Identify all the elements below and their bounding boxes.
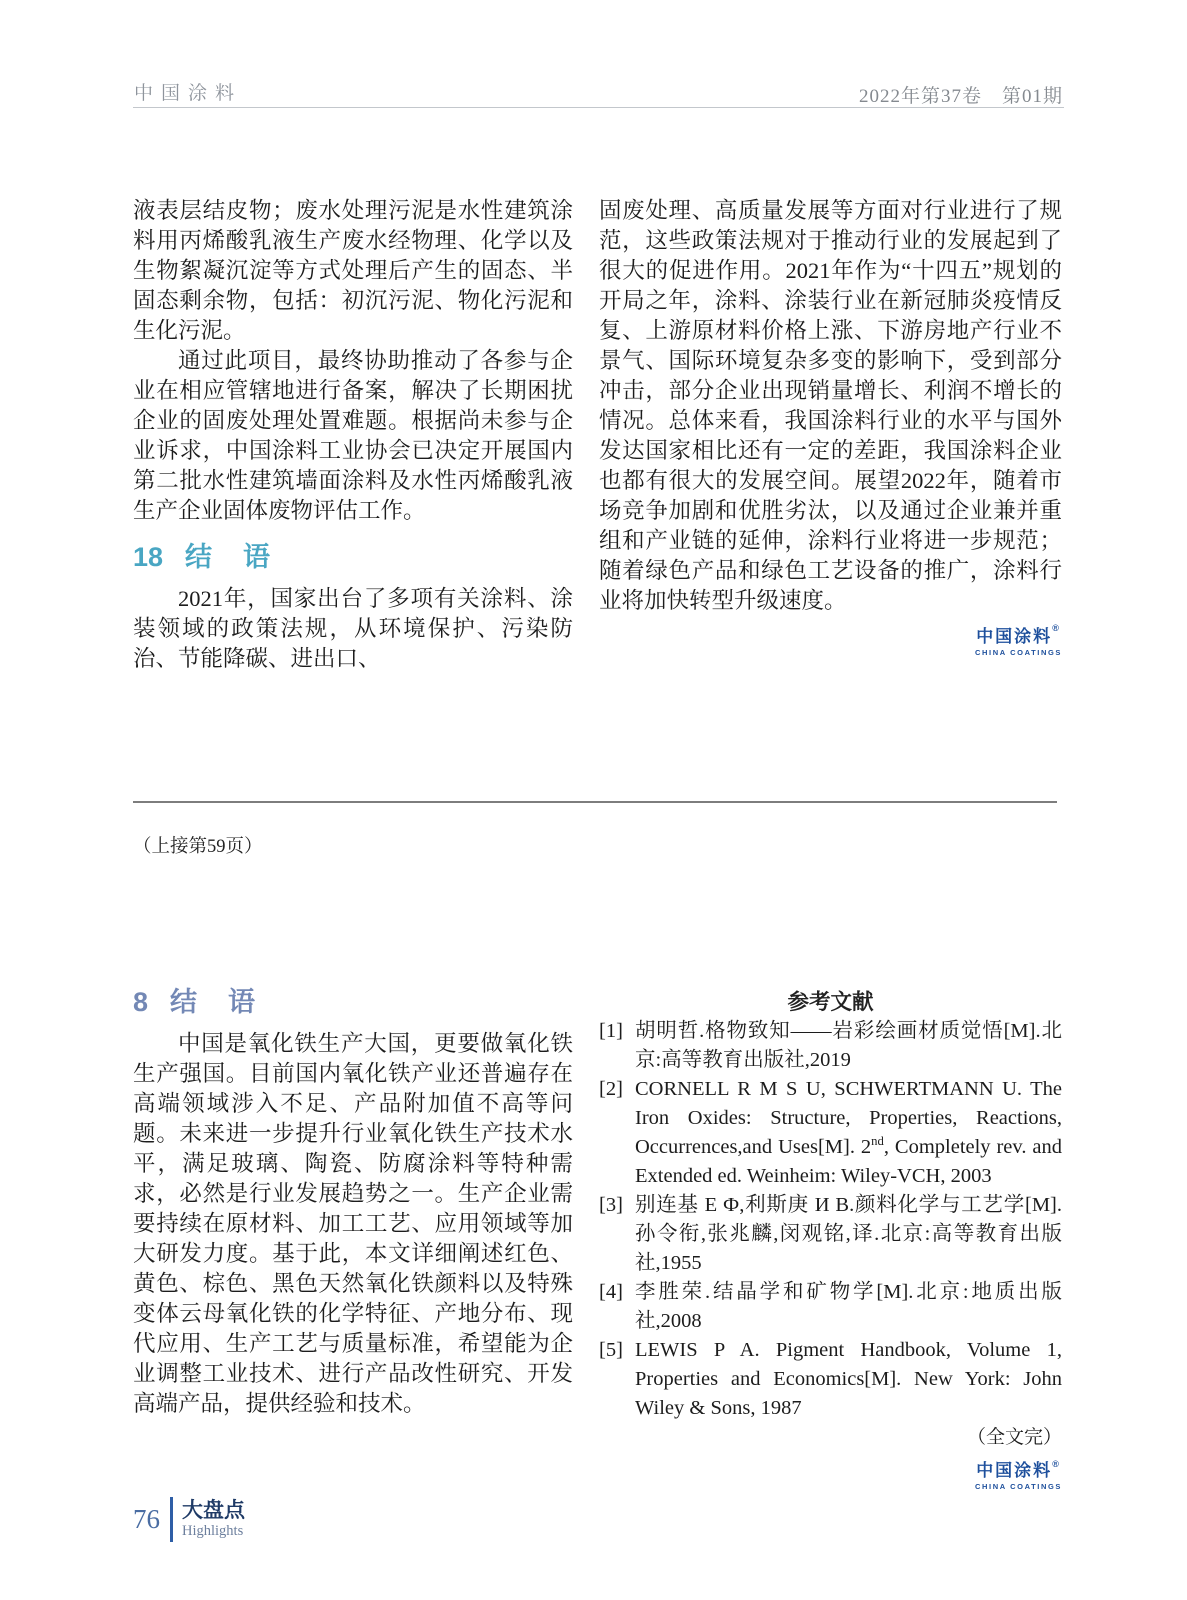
reference-text: 别连基 Е Ф,利斯庚 И В.颜料化学与工艺学[M].孙令衔,张兆麟,闵观铭,译.北京:高等教育出版社,1955: [635, 1194, 1062, 1274]
registered-mark-icon: ®: [1052, 1459, 1061, 1469]
section-heading-18: [133, 540, 573, 574]
ordinal-superscript: nd: [871, 1134, 884, 1149]
reference-item: [599, 1017, 1062, 1075]
footer-section: [182, 1499, 245, 1540]
reference-text: 胡明哲.格物致知——岩彩绘画材质觉悟[M].北京:高等教育出版社,2019: [635, 1020, 1062, 1071]
reference-number: [1]: [599, 1020, 623, 1042]
page-number: 76: [133, 1504, 160, 1534]
end-of-article-note: （全文完）: [966, 1427, 1062, 1448]
footer-accent-bar: [170, 1497, 173, 1542]
reference-number: [5]: [599, 1339, 623, 1361]
continued-from-note: （上接第59页）: [133, 837, 263, 857]
header-issue-info: 2022年第37卷 第01期: [858, 86, 1063, 107]
header-rule: [133, 107, 1064, 108]
article-divider-rule: [133, 801, 1057, 803]
reference-text: CORNELL R M S U, SCHWERTMANN U. The Iron Oxides: Structure, Properties, Reactions, Occurrences,and Uses[M]. 2nd, Completely rev. and Extended ed. Weinheim: Wiley-VCH, 2003: [635, 1078, 1062, 1187]
article2-left-column: [133, 985, 573, 1419]
reference-text: 李胜荣.结晶学和矿物学[M].北京:地质出版社,2008: [635, 1281, 1062, 1332]
section-number: 8: [133, 987, 149, 1017]
registered-mark-icon: ®: [1052, 623, 1061, 633]
logo-text-zh: 中国涂料®: [976, 1459, 1061, 1480]
references-title: 参考文献: [787, 990, 874, 1014]
footer-section-zh: 大盘点: [182, 1499, 245, 1522]
page-footer: [133, 1497, 245, 1542]
brand-logo-wrap: [599, 624, 1062, 663]
paragraph: 通过此项目，最终协助推动了各参与企业在相应管辖地进行备案，解决了长期困扰企业的固废处理处置难题。根据尚未参与企业诉求，中国涂料工业协会已决定开展国内第二批水性建筑墙面涂料及水性丙烯酸乳液生产企业固体废物评估工作。: [133, 348, 573, 523]
paragraph: 中国是氧化铁生产大国，更要做氧化铁生产强国。目前国内氧化铁产业还普遍存在高端领域涉入不足、产品附加值不高等问题。未来进一步提升行业氧化铁生产技术水平，满足玻璃、陶瓷、防腐涂料等特种需求，必然是行业发展趋势之一。生产企业需要持续在原材料、加工工艺、应用领域等加大研发力度。基于此，本文详细阐述红色、黄色、棕色、黑色天然氧化铁颜料以及特殊变体云母氧化铁的化学特征、产地分布、现代应用、生产工艺与质量标准，希望能为企业调整工业技术、进行产品改性研究、开发高端产品，提供经验和技术。: [133, 1031, 573, 1416]
section-number: 18: [133, 542, 164, 572]
article1-right-column: [599, 196, 1062, 663]
logo-text-en: CHINA COATINGS: [975, 647, 1062, 657]
section-heading-8: [133, 985, 573, 1019]
footer-section-en: Highlights: [182, 1523, 244, 1539]
reference-number: [3]: [599, 1194, 623, 1216]
paragraph: 固废处理、高质量发展等方面对行业进行了规范，这些政策法规对于推动行业的发展起到了很大的促进作用。2021年作为“十四五”规划的开局之年，涂料、涂装行业在新冠肺炎疫情反复、上游原材料价格上涨、下游房地产行业不景气、国际环境复杂多变的影响下，受到部分冲击，部分企业出现销量增长、利润不增长的情况。总体来看，我国涂料行业的水平与国外发达国家相比还有一定的差距，我国涂料企业也都有很大的发展空间。展望2022年，随着市场竞争加剧和优胜劣汰，以及通过企业兼并重组和产业链的延伸，涂料行业将进一步规范；随着绿色产品和绿色工艺设备的推广，涂料行业将加快转型升级速度。: [599, 198, 1062, 613]
paragraph: 液表层结皮物；废水处理污泥是水性建筑涂料用丙烯酸乳液生产废水经物理、化学以及生物絮凝沉淀等方式处理后产生的固态、半固态剩余物，包括：初沉污泥、物化污泥和生化污泥。: [133, 198, 573, 343]
reference-item: [599, 1191, 1062, 1278]
section-title: 结 语: [185, 542, 273, 572]
references-column: [599, 988, 1062, 1498]
china-coatings-logo: [975, 1460, 1062, 1490]
reference-item: [599, 1075, 1062, 1191]
paragraph: 2021年，国家出台了多项有关涂料、涂装领域的政策法规，从环境保护、污染防治、节能降碳、进出口、: [133, 586, 573, 671]
header-journal-name: 中国涂料: [134, 83, 243, 104]
reference-item: [599, 1278, 1062, 1336]
china-coatings-logo: [975, 624, 1062, 656]
reference-number: [4]: [599, 1281, 623, 1303]
logo-text-zh: 中国涂料®: [976, 623, 1061, 646]
brand-logo-wrap: [599, 1460, 1062, 1498]
article1-left-column: [133, 196, 573, 674]
logo-text-en: CHINA COATINGS: [975, 1481, 1062, 1491]
reference-number: [2]: [599, 1078, 623, 1100]
reference-text: LEWIS P A. Pigment Handbook, Volume 1, Properties and Economics[M]. New York: John Wiley & Sons, 1987: [635, 1339, 1062, 1419]
section-title: 结 语: [170, 987, 258, 1017]
reference-item: [599, 1336, 1062, 1423]
